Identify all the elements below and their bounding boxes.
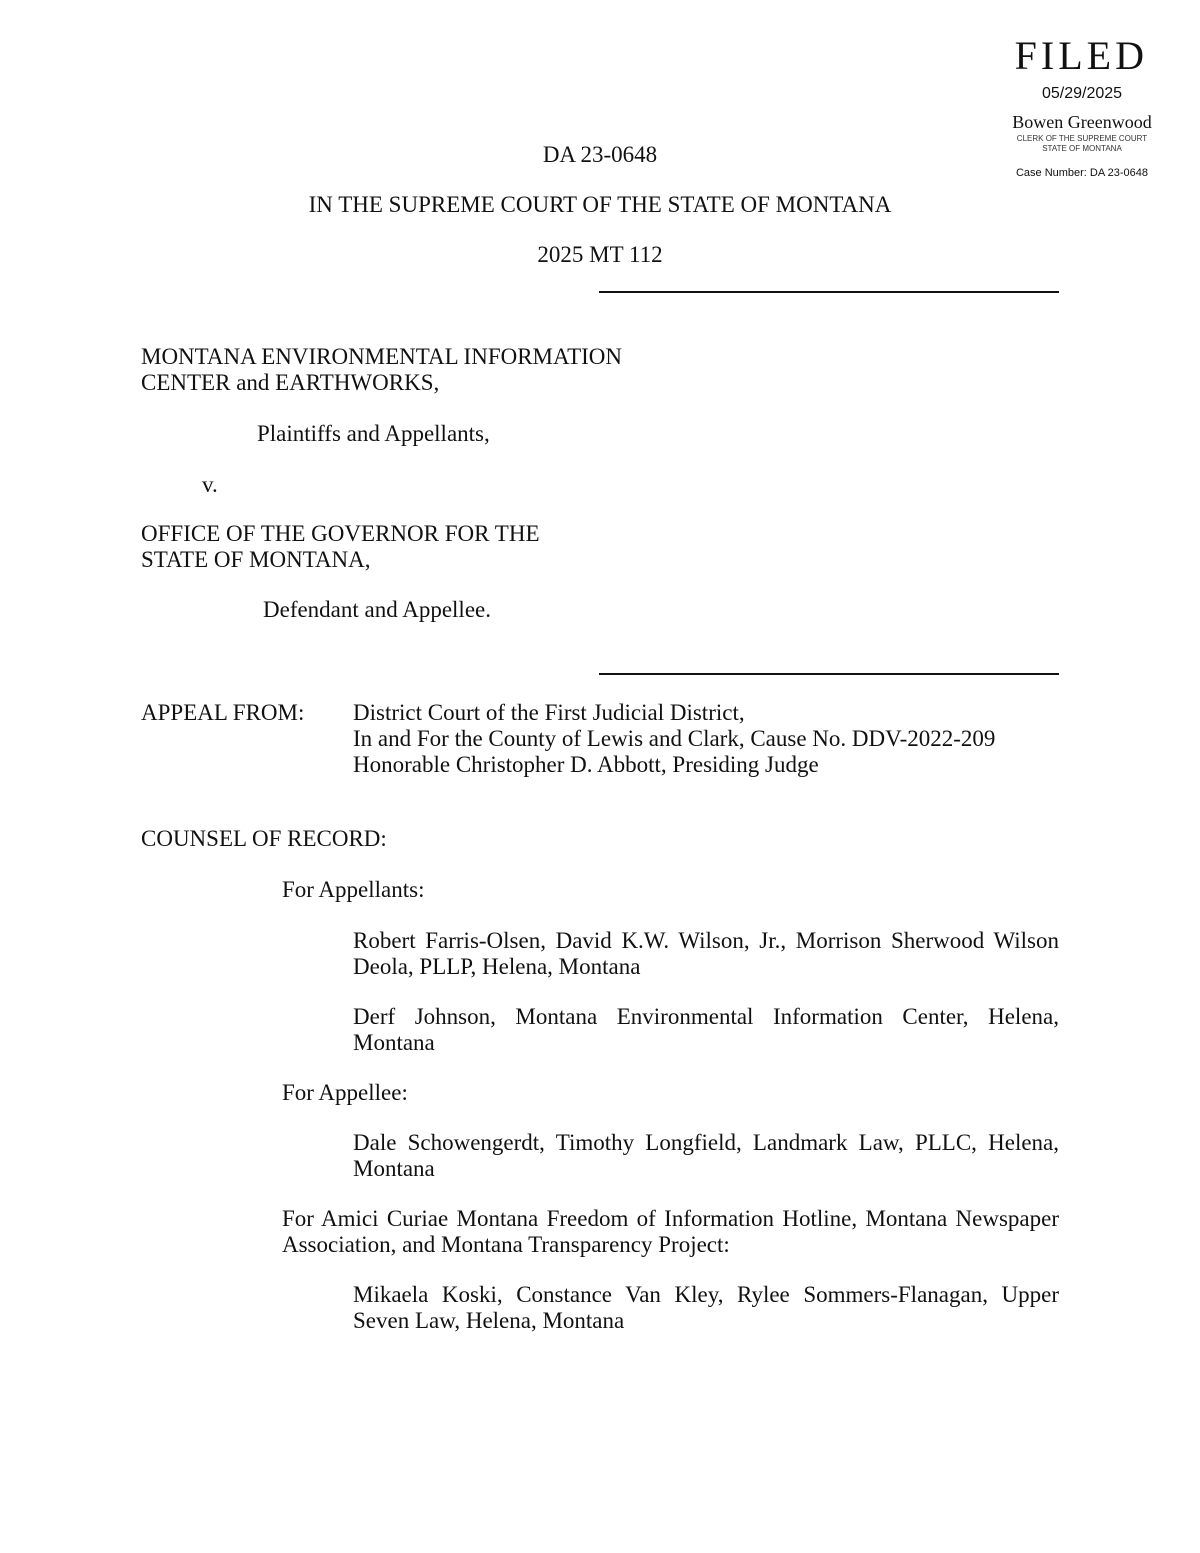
plaintiff-name-line2: CENTER and EARTHWORKS, [141, 370, 440, 395]
amici-counsel-1: Mikaela Koski, Constance Van Kley, Rylee Sommers-Flanagan, Upper Seven Law, Helena, Montana [353, 1282, 1059, 1333]
appellants-heading: For Appellants: [282, 877, 425, 902]
filed-date: 05/29/2025 [1041, 85, 1123, 102]
appeal-court-line2: In and For the County of Lewis and Clark, Cause No. DDV-2022-209 [353, 726, 996, 751]
caption-rule [599, 673, 1059, 675]
appeal-judge: Honorable Christopher D. Abbott, Presiding Judge [353, 752, 819, 777]
docket-number: DA 23-0648 [542, 142, 658, 167]
versus: v. [202, 472, 218, 497]
stamp-case-number: Case Number: DA 23-0648 [1015, 167, 1149, 179]
header-rule [599, 291, 1059, 293]
plaintiff-role: Plaintiffs and Appellants, [257, 421, 490, 446]
court-name: IN THE SUPREME COURT OF THE STATE OF MONTANA [308, 192, 892, 217]
counsel-of-record-label: COUNSEL OF RECORD: [141, 826, 387, 851]
clerk-name: Bowen Greenwood [1012, 112, 1152, 132]
plaintiff-name-line1: MONTANA ENVIRONMENTAL INFORMATION [141, 344, 623, 369]
appellee-counsel-1: Dale Schowengerdt, Timothy Longfield, Landmark Law, PLLC, Helena, Montana [353, 1130, 1059, 1181]
clerk-state: STATE OF MONTANA [1042, 144, 1122, 153]
defendant-role: Defendant and Appellee. [263, 597, 491, 622]
clerk-title: CLERK OF THE SUPREME COURT [1016, 134, 1148, 143]
defendant-name-line2: STATE OF MONTANA, [141, 547, 371, 572]
appeal-court-line1: District Court of the First Judicial District, [353, 700, 745, 725]
appellee-heading: For Appellee: [282, 1080, 408, 1105]
appellants-counsel-1: Robert Farris-Olsen, David K.W. Wilson, Jr., Morrison Sherwood Wilson Deola, PLLP, Helena, Montana [353, 928, 1059, 979]
amici-heading: For Amici Curiae Montana Freedom of Information Hotline, Montana Newspaper Association, and Montana Transparency Project: [282, 1206, 1059, 1257]
filed-stamp-title: FILED [1014, 33, 1148, 78]
citation: 2025 MT 112 [537, 242, 663, 267]
defendant-name-line1: OFFICE OF THE GOVERNOR FOR THE [141, 521, 540, 546]
appeal-from-label: APPEAL FROM: [141, 700, 305, 725]
appellants-counsel-2: Derf Johnson, Montana Environmental Information Center, Helena, Montana [353, 1004, 1059, 1055]
